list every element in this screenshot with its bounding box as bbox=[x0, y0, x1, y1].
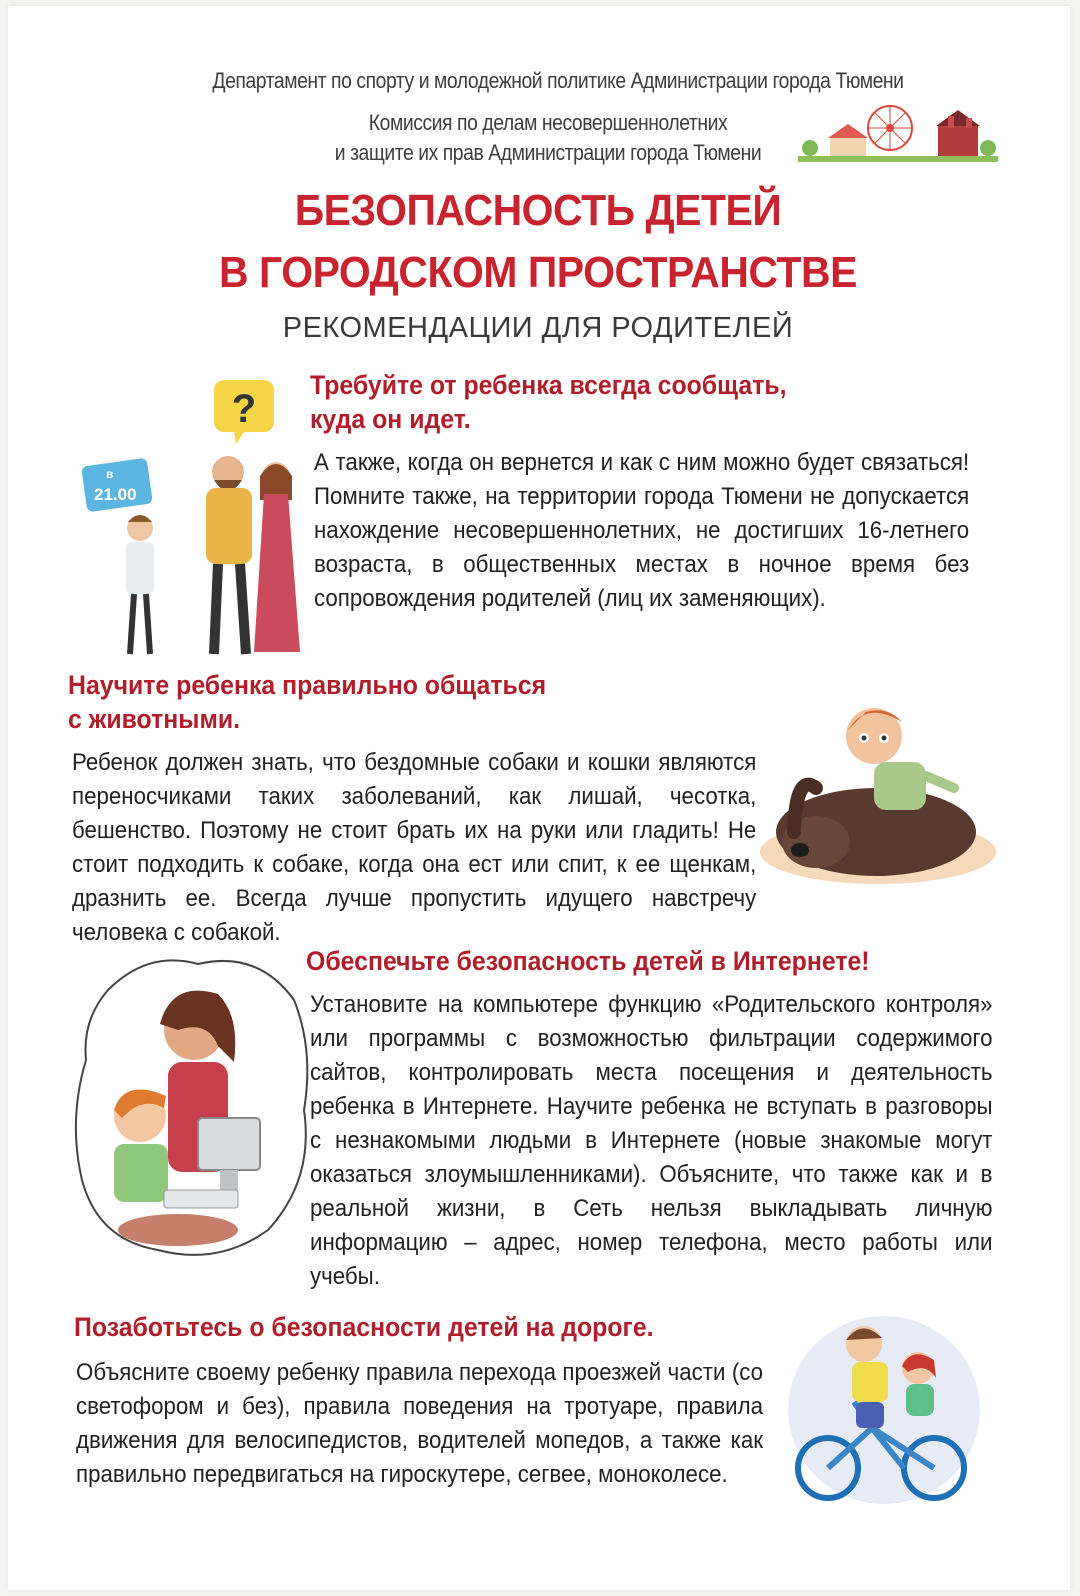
section-3-heading: Обеспечьте безопасность детей в Интернете! bbox=[306, 946, 870, 976]
section-2-text: Ребенок должен знать, что бездомные собаки и кошки являются переносчиками таких заболеваний, как лишай, чесотка, бешенство. Поэтому не стоит брать их на руки или гладить! Не стоит подходить к собаке, когда она ест или спит, к ее щенкам, дразнить ее. Всегда лучше пропустить идущего навстречу человека с собакой. bbox=[72, 749, 757, 946]
page-title-line-2: В ГОРОДСКОМ ПРОСТРАНСТВЕ bbox=[219, 248, 857, 297]
family-icon bbox=[78, 376, 318, 666]
mother-and-child-at-computer-icon bbox=[68, 950, 314, 1266]
section-3-text: Установите на компьютере функцию «Родительского контроля» или программы с возможностью фильтрации содержимого сайтов, контролировать места посещения и деятельность ребенка в Интернете. Научите ребенка не вступать в разговоры с незнакомыми людьми в Интернете (новые знакомые могут оказаться злоумышленниками). Объясните, что также как и в реальной жизни, в Сеть нельзя выкладывать личную информацию – адрес, номер телефона, место работы или учебы. bbox=[310, 991, 993, 1290]
question-mark: ? bbox=[231, 387, 257, 431]
commission-line-2: и защите их прав Администрации города Тюмени bbox=[334, 140, 762, 165]
section-2-heading-line-1: Научите ребенка правильно общаться bbox=[68, 670, 547, 700]
sign-text-top: в bbox=[106, 467, 114, 481]
page-title-line-1: БЕЗОПАСНОСТЬ ДЕТЕЙ bbox=[294, 186, 782, 235]
boy-with-dog-icon bbox=[756, 692, 1006, 892]
city-skyline-logo bbox=[798, 98, 998, 168]
page-subtitle: РЕКОМЕНДАЦИИ ДЛЯ РОДИТЕЛЕЙ bbox=[282, 312, 794, 344]
section-1-heading-line-1: Требуйте от ребенка всегда сообщать, bbox=[310, 370, 787, 400]
sign-text-bottom: 21.00 bbox=[94, 485, 137, 504]
commission-line-1: Комиссия по делам несовершеннолетних bbox=[368, 110, 728, 135]
section-4-text: Объясните своему ребенку правила перехода проезжей части (со светофором и без), правила поведения на тротуаре, правила движения для велосипедистов, водителей мопедов, а также как правильно передвигаться на гироскутере, сегвее, моноколесе. bbox=[76, 1359, 764, 1488]
children-on-bicycle-icon bbox=[784, 1310, 984, 1520]
leaflet-page bbox=[8, 6, 1070, 1590]
section-4-heading: Позаботьтесь о безопасности детей на дороге. bbox=[74, 1312, 654, 1342]
section-1-heading-line-2: куда он идет. bbox=[310, 404, 471, 434]
section-2-heading-line-2: с животными. bbox=[68, 704, 241, 734]
department-line: Департамент по спорту и молодежной политике Администрации города Тюмени bbox=[212, 68, 904, 93]
section-1-text: А также, когда он вернется и как с ним можно будет связаться! Помните также, на территории города Тюмени не допускается нахождение несовершеннолетних, не достигших 16-летнего возраста, в общественных местах в ночное время без сопровождения родителей (лиц их заменяющих). bbox=[314, 449, 970, 612]
